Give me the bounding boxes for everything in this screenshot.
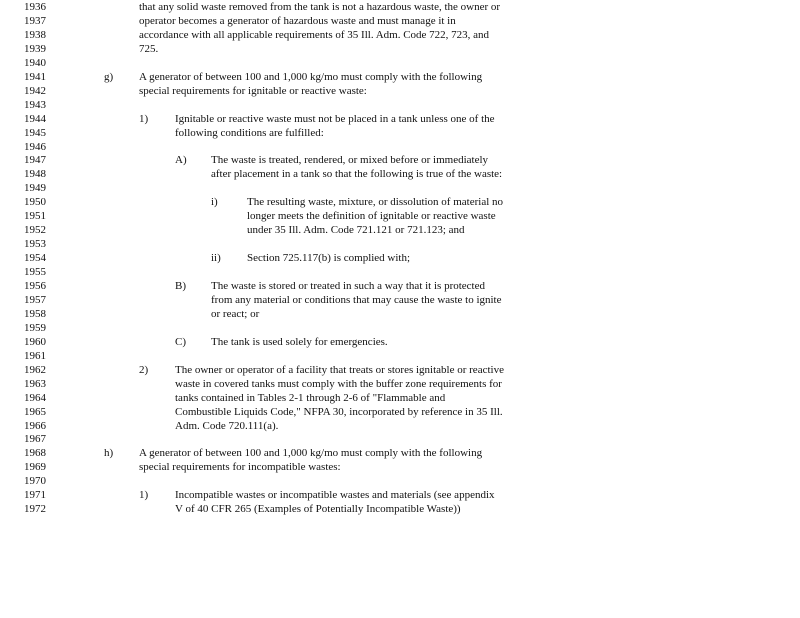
line-number: 1957 [24, 293, 46, 306]
document-line [0, 98, 800, 112]
line-text: 725. [139, 42, 159, 55]
line-number: 1942 [24, 84, 46, 97]
document-line [0, 419, 800, 433]
list-marker: B) [175, 280, 186, 292]
document-line [0, 0, 800, 14]
line-number: 1953 [24, 238, 46, 251]
document-line [0, 460, 800, 474]
document-line [0, 474, 800, 488]
list-marker: A) [175, 154, 187, 167]
line-text: after placement in a tank so that the following is true of the waste: [211, 168, 503, 181]
line-number: 1937 [24, 14, 46, 27]
line-number: 1943 [24, 98, 46, 111]
line-number: 1964 [24, 391, 46, 404]
list-marker: C) [175, 335, 186, 348]
line-number: 1969 [24, 461, 46, 474]
line-number: 1963 [24, 377, 46, 390]
line-number: 1945 [24, 126, 46, 139]
line-number: 1971 [24, 489, 46, 502]
line-number: 1954 [24, 252, 46, 265]
document-line [0, 446, 800, 460]
line-number: 1952 [24, 224, 46, 237]
document-line [0, 321, 800, 335]
line-text: following conditions are fulfilled: [175, 126, 324, 139]
line-text: V of 40 CFR 265 (Examples of Potentially Incompatible Waste)) [175, 503, 461, 516]
line-number: 1947 [24, 154, 46, 167]
document-line [0, 28, 800, 42]
document-line [0, 363, 800, 377]
document-line [0, 432, 800, 446]
line-number: 1938 [24, 28, 46, 41]
line-number: 1948 [24, 168, 46, 181]
document-line [0, 167, 800, 181]
line-text: Combustible Liquids Code," NFPA 30, incorporated by reference in 35 Ill. [175, 405, 503, 418]
document-line [0, 377, 800, 391]
list-marker: i) [211, 196, 218, 209]
line-number: 1956 [24, 280, 46, 292]
document-line [0, 195, 800, 209]
line-number: 1941 [24, 70, 46, 83]
list-marker: ii) [211, 252, 221, 265]
line-text: A generator of between 100 and 1,000 kg/mo must comply with the following [139, 447, 483, 460]
line-text: Section 725.117(b) is complied with; [247, 252, 411, 265]
document-line [0, 265, 800, 279]
document-line [0, 181, 800, 195]
line-text: accordance with all applicable requirements of 35 Ill. Adm. Code 722, 723, and [139, 28, 490, 41]
document-line [0, 391, 800, 405]
line-text: special requirements for incompatible wastes: [139, 461, 341, 474]
line-number: 1960 [24, 335, 46, 348]
document-line [0, 251, 800, 265]
line-number: 1940 [24, 56, 46, 69]
line-number: 1939 [24, 42, 46, 55]
line-number: 1946 [24, 140, 46, 153]
line-number: 1959 [24, 321, 46, 334]
document-line [0, 488, 800, 502]
document-line [0, 84, 800, 98]
document-line [0, 349, 800, 363]
line-number: 1936 [24, 1, 46, 13]
line-text: Incompatible wastes or incompatible wastes and materials (see appendix [175, 489, 495, 502]
line-text: The tank is used solely for emergencies. [211, 335, 388, 348]
document-line [0, 140, 800, 154]
line-text: A generator of between 100 and 1,000 kg/mo must comply with the following [139, 70, 483, 83]
line-number: 1951 [24, 210, 46, 223]
line-text: that any solid waste removed from the tank is not a hazardous waste, the owner or [139, 1, 501, 13]
document-line [0, 56, 800, 70]
document-line [0, 293, 800, 307]
line-text: special requirements for ignitable or reactive waste: [139, 84, 367, 97]
document-line [0, 279, 800, 293]
line-number: 1962 [24, 363, 46, 376]
line-text: Ignitable or reactive waste must not be placed in a tank unless one of the [175, 112, 495, 125]
line-text: tanks contained in Tables 2-1 through 2-6 of "Flammable and [175, 391, 446, 404]
line-text: The waste is treated, rendered, or mixed before or immediately [211, 154, 489, 167]
line-text: The resulting waste, mixture, or dissolution of material no [247, 196, 504, 209]
document-line [0, 335, 800, 349]
document-line [0, 112, 800, 126]
document-line [0, 237, 800, 251]
line-number: 1955 [24, 266, 46, 279]
line-text: The owner or operator of a facility that treats or stores ignitable or reactive [175, 363, 504, 376]
line-text: waste in covered tanks must comply with the buffer zone requirements for [175, 377, 502, 390]
document-line [0, 405, 800, 419]
line-number: 1966 [24, 419, 46, 432]
line-number: 1968 [24, 447, 46, 460]
line-text: The waste is stored or treated in such a way that it is protected [211, 280, 485, 292]
line-number: 1950 [24, 196, 46, 209]
document-line [0, 223, 800, 237]
document-line [0, 42, 800, 56]
line-number: 1944 [24, 112, 46, 125]
document-line [0, 153, 800, 167]
document-line [0, 126, 800, 140]
line-text: longer meets the definition of ignitable or reactive waste [247, 210, 496, 223]
line-number: 1970 [24, 475, 46, 488]
document-line [0, 209, 800, 223]
list-marker: g) [104, 70, 114, 83]
line-text: operator becomes a generator of hazardous waste and must manage it in [139, 14, 456, 27]
list-marker: 1) [139, 112, 149, 125]
line-number: 1965 [24, 405, 46, 418]
line-text: or react; or [211, 307, 260, 320]
list-marker: h) [104, 447, 114, 460]
document-line [0, 14, 800, 28]
list-marker: 1) [139, 489, 149, 502]
line-text: from any material or conditions that may cause the waste to ignite [211, 293, 502, 306]
line-number: 1958 [24, 307, 46, 320]
line-number: 1949 [24, 182, 46, 195]
line-number: 1967 [24, 433, 46, 446]
line-number: 1972 [24, 503, 46, 516]
document-line [0, 307, 800, 321]
line-number: 1961 [24, 349, 46, 362]
line-text: Adm. Code 720.111(a). [175, 419, 279, 432]
document-line [0, 502, 800, 516]
list-marker: 2) [139, 363, 149, 376]
line-text: under 35 Ill. Adm. Code 721.121 or 721.123; and [247, 224, 465, 237]
document-line [0, 70, 800, 84]
